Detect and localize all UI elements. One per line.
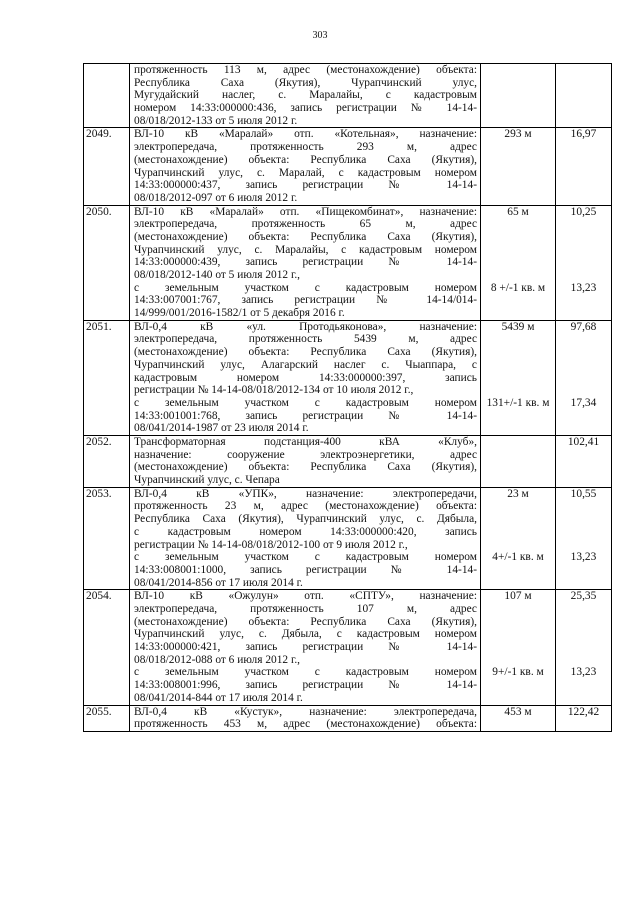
description-line: ВЛ-0,4 кВ «Кустук», назначение: электропередача, xyxy=(134,705,477,718)
table-row xyxy=(84,128,612,205)
object-value xyxy=(556,128,612,205)
object-length xyxy=(481,128,556,205)
row-number: 2049. xyxy=(84,128,130,205)
object-value xyxy=(556,64,612,128)
description-line: 08/018/2012-097 от 6 июля 2012 г. xyxy=(134,191,298,204)
object-length xyxy=(481,320,556,435)
description-line: 08/041/2014-844 от 17 июля 2014 г. xyxy=(134,691,303,704)
description-line: 14:33:007001:767, запись регистрации № 14-14/014- xyxy=(134,294,477,307)
length-entry: 23 м xyxy=(507,487,529,500)
row-number: 2054. xyxy=(84,590,130,705)
description-line: ВЛ-0,4 кВ «ул. Протодьяконова», назначение: xyxy=(134,320,477,333)
description-line: электропередача, протяженность 107 м, адрес xyxy=(134,603,477,615)
description-line: протяженность 113 м, адрес (местонахождение) объекта: xyxy=(134,64,477,76)
description-line: ВЛ-10 кВ «Ожулун» отп. «СПТУ», назначение: xyxy=(134,590,477,603)
description-line: Трансформаторная подстанция-400 кВА «Клуб», xyxy=(134,436,477,449)
value-entry: 10,25 xyxy=(570,205,597,218)
description-line: протяженность 453 м, адрес (местонахождение) объекта: xyxy=(134,718,477,731)
object-length xyxy=(481,64,556,128)
value-entry: 13,23 xyxy=(570,281,597,294)
object-description xyxy=(130,205,481,320)
description-line: (местонахождение) объекта: Республика Саха (Якутия), xyxy=(134,615,477,628)
description-line: 14:33:000000:421, запись регистрации № 14-14- xyxy=(134,641,477,654)
description-line: с кадастровым номером 14:33:000000:420, запись xyxy=(134,525,477,538)
description-line: регистрации № 14-14-08/018/2012-134 от 10 июля 2012 г., xyxy=(134,384,414,397)
length-entry xyxy=(482,64,554,77)
registry-table xyxy=(83,63,612,732)
object-length xyxy=(481,487,556,590)
description-line: ВЛ-10 кВ «Маралай» отп. «Пищекомбинат», назначение: xyxy=(134,205,477,218)
object-description xyxy=(130,320,481,435)
description-line: 08/018/2012-088 от 6 июля 2012 г., xyxy=(134,653,301,666)
object-description xyxy=(130,487,481,590)
length-entry: 293 м xyxy=(504,128,532,141)
value-entry: 13,23 xyxy=(570,551,597,564)
length-entry xyxy=(482,436,554,449)
object-description xyxy=(130,436,481,488)
description-line: с земельным участком с кадастровым номером xyxy=(134,551,477,564)
length-entry: 5439 м xyxy=(501,320,535,333)
description-line: с земельным участком с кадастровым номером xyxy=(134,281,477,294)
table-row xyxy=(84,320,612,435)
description-line: Чурапчинский улус, с. Маралай, с кадастровым номером xyxy=(134,166,477,179)
description-line: с земельным участком с кадастровым номером xyxy=(134,666,477,679)
description-line: (местонахождение) объекта: Республика Саха (Якутия), xyxy=(134,153,477,166)
description-line: Чурапчинский улус, с. Дябыла, с кадастровым номером xyxy=(134,628,477,641)
description-line: 08/041/2014-856 от 17 июля 2014 г. xyxy=(134,576,303,589)
value-entry: 102,41 xyxy=(567,436,600,449)
description-line: регистрации № 14-14-08/018/2012-100 от 9 июля 2012 г., xyxy=(134,538,408,551)
description-line: ВЛ-10 кВ «Маралай» отп. «Котельная», назначение: xyxy=(134,128,477,141)
description-line: (местонахождение) объекта: Республика Саха (Якутия), xyxy=(134,230,477,243)
description-line: электропередача, протяженность 5439 м, адрес xyxy=(134,333,477,346)
value-entry: 97,68 xyxy=(570,320,597,333)
object-length xyxy=(481,205,556,320)
value-entry: 10,55 xyxy=(570,487,597,500)
description-line: Республика Саха (Якутия), Чурапчинский улус, xyxy=(134,76,477,89)
table-row xyxy=(84,64,612,128)
table-row xyxy=(84,436,612,488)
description-line: назначение: сооружение электроэнергетики, адрес xyxy=(134,448,477,461)
table-row xyxy=(84,705,612,731)
object-description xyxy=(130,64,481,128)
length-entry: 107 м xyxy=(504,590,532,603)
row-number: 2052. xyxy=(84,436,130,488)
description-line: 14/999/001/2016-1582/1 от 5 декабря 2016 г. xyxy=(134,307,345,320)
object-value xyxy=(556,705,612,731)
value-entry: 17,34 xyxy=(570,396,597,409)
row-number: 2050. xyxy=(84,205,130,320)
object-length xyxy=(481,436,556,488)
description-line: 14:33:008001:1000, запись регистрации № 14-14- xyxy=(134,563,477,576)
description-line: с земельным участком с кадастровым номером xyxy=(134,396,477,409)
object-value xyxy=(556,590,612,705)
value-entry: 122,42 xyxy=(567,705,600,718)
object-value xyxy=(556,487,612,590)
description-line: (местонахождение) объекта: Республика Саха (Якутия), xyxy=(134,461,477,474)
object-length xyxy=(481,590,556,705)
object-value xyxy=(556,436,612,488)
row-number xyxy=(84,64,130,128)
table-row xyxy=(84,205,612,320)
description-line: 08/018/2012-133 от 5 июля 2012 г. xyxy=(134,114,298,127)
description-line: ВЛ-0,4 кВ «УПК», назначение: электропередачи, xyxy=(134,487,477,500)
length-entry: 65 м xyxy=(507,205,529,218)
object-description xyxy=(130,590,481,705)
description-line: 08/041/2014-1987 от 23 июля 2014 г. xyxy=(134,422,309,435)
description-line: (местонахождение) объекта: Республика Саха (Якутия), xyxy=(134,346,477,359)
object-length xyxy=(481,705,556,731)
row-number: 2055. xyxy=(84,705,130,731)
length-entry: 9+/-1 кв. м xyxy=(492,666,544,679)
description-line: Республика Саха (Якутия), Чурапчинский улус, с. Дябыла, xyxy=(134,513,477,526)
value-entry: 25,35 xyxy=(570,590,597,603)
description-line: Чурапчинский улус, Алагарский наслег с. Чыаппара, с xyxy=(134,358,477,371)
page-number: 303 xyxy=(312,30,328,41)
description-line: кадастровым номером 14:33:000000:397, запись xyxy=(134,371,477,384)
length-entry: 131+/-1 кв. м xyxy=(486,396,550,409)
row-number: 2053. xyxy=(84,487,130,590)
object-value xyxy=(556,320,612,435)
object-description xyxy=(130,705,481,731)
length-entry: 4+/-1 кв. м xyxy=(492,551,544,564)
value-entry: 13,23 xyxy=(570,666,597,679)
value-entry xyxy=(557,64,610,77)
description-line: номером 14:33:000000:436, запись регистрации № 14-14- xyxy=(134,102,477,115)
object-description xyxy=(130,128,481,205)
description-line: электропередача, протяженность 65 м, адрес xyxy=(134,218,477,231)
description-line: электропередача, протяженность 293 м, адрес xyxy=(134,141,477,154)
object-value xyxy=(556,205,612,320)
length-entry: 453 м xyxy=(504,705,532,718)
value-entry: 16,97 xyxy=(570,128,597,141)
description-line: 14:33:001001:768, запись регистрации № 14-14- xyxy=(134,409,477,422)
row-number: 2051. xyxy=(84,320,130,435)
description-line: 14:33:000000:437, запись регистрации № 14-14- xyxy=(134,179,477,192)
description-line: Мугудайский наслег, с. Маралайы, с кадастровым xyxy=(134,89,477,102)
description-line: 14:33:000000:439, запись регистрации № 14-14- xyxy=(134,256,477,269)
length-entry: 8 +/-1 кв. м xyxy=(490,281,546,294)
description-line: Чурапчинский улус, с. Чепара xyxy=(134,474,280,487)
description-line: 14:33:008001:996, запись регистрации № 14-14- xyxy=(134,679,477,692)
description-line: Чурапчинский улус, с. Маралайы, с кадастровым номером xyxy=(134,243,477,256)
description-line: протяженность 23 м, адрес (местонахождение) объекта: xyxy=(134,500,477,513)
description-line: 08/018/2012-140 от 5 июля 2012 г., xyxy=(134,269,301,282)
table-row xyxy=(84,487,612,590)
table-row xyxy=(84,590,612,705)
